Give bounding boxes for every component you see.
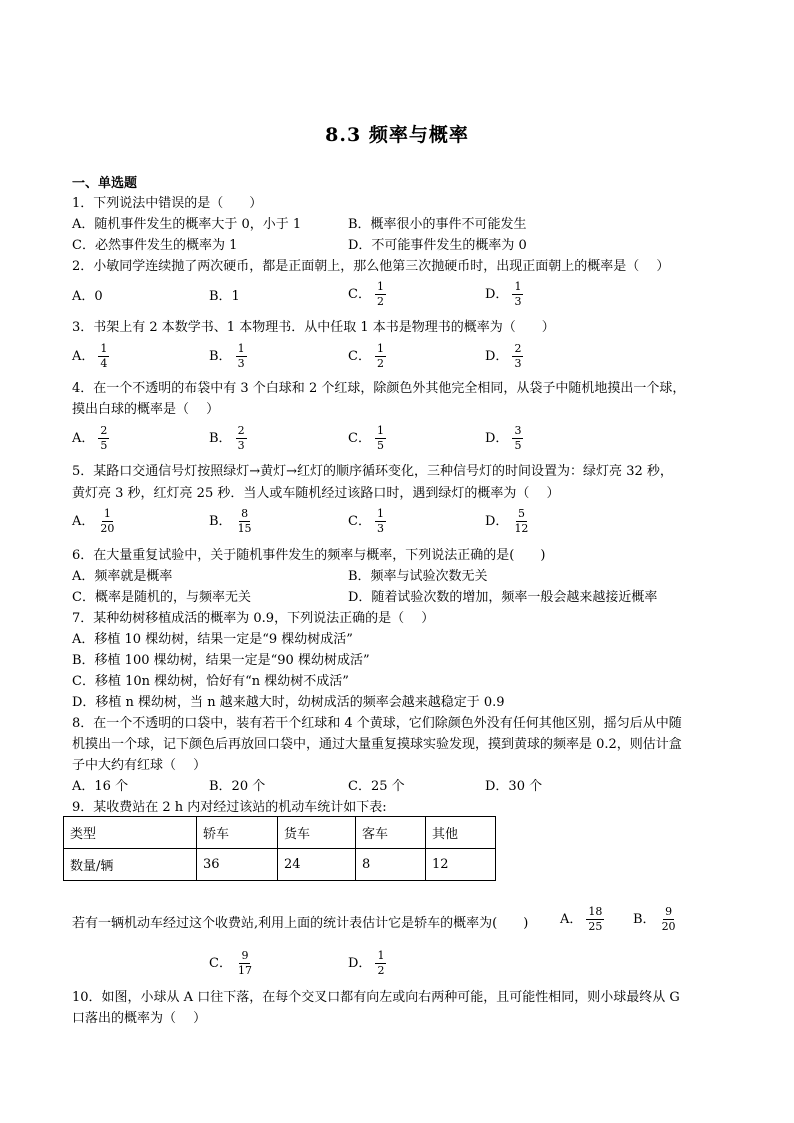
q5-option-c-label: C． [348,514,371,529]
fraction-numerator: 2 [514,342,522,355]
q8-option-a: A．16 个 [72,779,129,794]
q6-option-b: B．频率与试验次数无关 [348,569,488,584]
q7-option-a: A．移植 10 棵幼树，结果一定是“9 棵幼树成活” [72,632,353,647]
q2-option-c [348,281,386,308]
fraction-denominator: 5 [100,439,108,452]
q5-stem-line-2: 黄灯亮 3 秒，红灯亮 25 秒．当人或车随机经过该路口时，遇到绿灯的概率为（ ） [72,486,560,501]
q3-option-d-fraction [512,343,523,370]
q9-option-b [633,906,678,933]
q7-option-c: C．移植 10n 棵幼树，恰好有“n 棵幼树不成活” [72,674,349,689]
table-header-cell: 其他 [426,817,496,849]
table-row [64,849,496,881]
fraction-denominator: 3 [237,439,245,452]
q4-option-d [485,425,523,452]
q5-option-b [209,508,254,535]
q5-option-b-label: B． [209,514,232,529]
q3-option-b-fraction [236,343,247,370]
fraction-numerator: 5 [517,507,525,520]
q5-option-c-fraction [375,508,386,535]
fraction-numerator: 3 [514,424,522,437]
q4-option-b-label: B． [209,431,232,446]
fraction-denominator: 3 [376,522,384,535]
section-heading: 一、单选题 [72,176,138,191]
fraction-numerator: 18 [588,905,603,918]
fraction-denominator: 17 [237,964,252,977]
q7-stem: 7．某种幼树移植成活的概率为 0.9，下列说法正确的是（ ） [72,611,435,626]
q4-option-c [348,425,386,452]
q3-option-b-label: B． [209,349,232,364]
fraction-denominator: 4 [100,357,108,370]
fraction-denominator: 2 [376,357,384,370]
q9-option-a-label: A． [560,912,583,927]
q2-stem: 2．小敏同学连续抛了两次硬币，都是正面朝上，那么他第三次抛硬币时，出现正面朝上的概率是（ ） [72,259,670,274]
fraction-numerator: 1 [100,342,108,355]
q9-option-d-fraction [375,950,386,977]
q8-option-d: D．30 个 [485,779,543,794]
q9-option-b-label: B． [633,912,656,927]
fraction-denominator: 5 [376,439,384,452]
q1-option-b: B．概率很小的事件不可能发生 [348,217,527,232]
fraction-numerator: 2 [100,424,108,437]
q9-option-c-label: C． [209,956,232,971]
q5-option-d [485,508,530,535]
fraction-denominator: 3 [514,295,522,308]
q3-option-a [72,343,109,370]
q4-stem-line-1: 4．在一个不透明的布袋中有 3 个白球和 2 个红球，除颜色外其他完全相同，从袋子中随机地摸出一个球， [72,381,686,396]
fraction-denominator: 3 [514,357,522,370]
q6-stem: 6．在大量重复试验中，关于随机事件发生的频率与概率，下列说法正确的是( ) [72,548,546,563]
q10-stem-line-1: 10．如图，小球从 A 口往下落，在每个交叉口都有向左或向右两种可能，且可能性相同，则小球最终从 G [72,990,680,1005]
q1-option-d: D．不可能事件发生的概率为 0 [348,238,527,253]
q4-option-b-fraction [236,425,247,452]
q8-stem-line-2: 机摸出一个球，记下颜色后再放回口袋中，通过大量重复摸球实验发现，摸到黄球的频率是 0.2，则估计盒 [72,737,682,752]
q4-option-b [209,425,247,452]
q4-option-c-label: C． [348,431,371,446]
q5-stem-line-1: 5．某路口交通信号灯按照绿灯→黄灯→红灯的顺序循环变化，三种信号灯的时间设置为：绿灯亮 32 秒， [72,464,673,479]
q5-option-c [348,508,386,535]
q3-option-c-label: C． [348,349,371,364]
q8-stem-line-3: 子中大约有红球（ ） [72,758,207,773]
q5-option-a-fraction [98,508,116,535]
table-header-cell: 货车 [278,817,356,849]
q4-option-d-label: D． [485,431,509,446]
fraction-numerator: 9 [665,905,673,918]
q2-option-d-label: D． [485,287,509,302]
table-cell: 8 [356,849,426,881]
q5-option-b-fraction [236,508,254,535]
fraction-numerator: 1 [514,280,522,293]
fraction-numerator: 1 [376,507,384,520]
table-cell: 12 [426,849,496,881]
q4-stem-line-2: 摸出白球的概率是（ ） [72,402,220,417]
q2-option-c-fraction [375,281,386,308]
q9-option-b-fraction [660,906,678,933]
q8-option-b: B．20 个 [209,779,266,794]
q3-option-d [485,343,523,370]
q7-option-d: D．移植 n 棵幼树，当 n 越来越大时，幼树成活的频率会越来越稳定于 0.9 [72,695,505,710]
q3-option-c [348,343,386,370]
table-header-cell: 客车 [356,817,426,849]
q5-option-d-fraction [512,508,530,535]
q9-option-a [560,906,604,933]
statistics-table [63,816,496,881]
q1-option-a: A．随机事件发生的概率大于 0，小于 1 [72,217,302,232]
table-header-cell: 类型 [64,817,197,849]
table-cell: 36 [197,849,278,881]
table-header-cell: 轿车 [197,817,278,849]
fraction-denominator: 25 [588,920,603,933]
q9-stem-2: 若有一辆机动车经过这个收费站,利用上面的统计表估计它是轿车的概率为( ) [72,916,529,931]
q2-option-b: B．1 [209,289,240,304]
fraction-numerator: 1 [376,424,384,437]
q4-option-a [72,425,109,452]
fraction-denominator: 15 [237,522,252,535]
q9-option-a-fraction [586,906,604,933]
q5-option-d-label: D． [485,514,509,529]
q3-stem: 3．书架上有 2 本数学书、1 本物理书．从中任取 1 本书是物理书的概率为（ ） [72,320,555,335]
q7-option-b: B．移植 100 棵幼树，结果一定是“90 棵幼树成活” [72,653,370,668]
q3-option-a-fraction [98,343,109,370]
q9-stem: 9．某收费站在 2 h 内对经过该站的机动车统计如下表: [72,800,387,815]
fraction-numerator: 1 [103,507,111,520]
q9-option-d [348,950,386,977]
q1-option-c: C．必然事件发生的概率为 1 [72,238,238,253]
q3-option-b [209,343,247,370]
q6-option-c: C．概率是随机的，与频率无关 [72,590,251,605]
page-title: 8.3 频率与概率 [325,124,469,146]
q2-option-c-label: C． [348,287,371,302]
fraction-numerator: 1 [377,949,385,962]
q4-option-d-fraction [512,425,523,452]
q9-option-c [209,950,254,977]
q1-stem: 1．下列说法中错误的是（ ） [72,196,263,211]
fraction-numerator: 8 [241,507,249,520]
fraction-numerator: 1 [376,280,384,293]
table-cell: 24 [278,849,356,881]
fraction-denominator: 2 [376,295,384,308]
fraction-denominator: 12 [514,522,529,535]
q6-option-a: A．频率就是概率 [72,569,173,584]
fraction-numerator: 2 [237,424,245,437]
q4-option-c-fraction [375,425,386,452]
q6-option-d: D．随着试验次数的增加，频率一般会越来越接近概率 [348,590,658,605]
q3-option-a-label: A． [72,349,95,364]
q5-option-a [72,508,116,535]
q9-option-d-label: D． [348,956,372,971]
q2-option-d-fraction [512,281,523,308]
q4-option-a-label: A． [72,431,95,446]
fraction-denominator: 3 [237,357,245,370]
table-cell: 数量/辆 [64,849,197,881]
q9-option-c-fraction [236,950,254,977]
q5-option-a-label: A． [72,514,95,529]
q3-option-d-label: D． [485,349,509,364]
q2-option-d [485,281,523,308]
q2-option-a: A．0 [72,289,103,304]
fraction-denominator: 2 [377,964,385,977]
fraction-denominator: 20 [100,522,115,535]
fraction-numerator: 1 [376,342,384,355]
fraction-numerator: 1 [237,342,245,355]
q8-stem-line-1: 8．在一个不透明的口袋中，装有若干个红球和 4 个黄球，它们除颜色外没有任何其他区别，摇匀后从中随 [72,716,682,731]
q10-stem-line-2: 口落出的概率为（ ） [72,1011,207,1026]
q8-option-c: C．25 个 [348,779,405,794]
q4-option-a-fraction [98,425,109,452]
fraction-denominator: 20 [661,920,676,933]
table-header-row [64,817,496,849]
fraction-numerator: 9 [241,949,249,962]
fraction-denominator: 5 [514,439,522,452]
q3-option-c-fraction [375,343,386,370]
